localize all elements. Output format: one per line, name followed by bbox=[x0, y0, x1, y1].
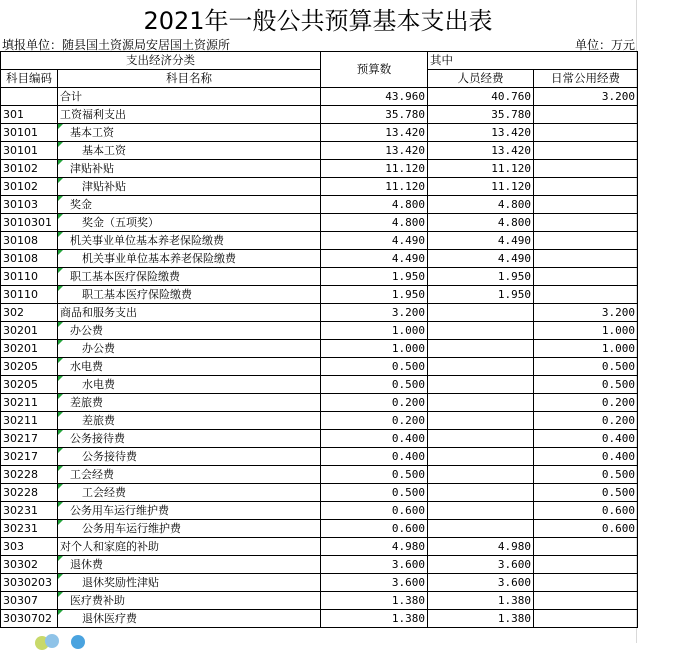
cell-budget[interactable]: 4.490 bbox=[321, 232, 428, 250]
cell-public[interactable] bbox=[534, 250, 638, 268]
table-row bbox=[1, 142, 638, 160]
cell-public[interactable] bbox=[534, 124, 638, 142]
cell-personnel[interactable]: 1.380 bbox=[428, 610, 534, 628]
table-row bbox=[1, 412, 638, 430]
cell-name[interactable]: 机关事业单位基本养老保险缴费 bbox=[58, 250, 321, 268]
cell-public[interactable] bbox=[534, 232, 638, 250]
table-row bbox=[1, 268, 638, 286]
cell-code[interactable]: 302 bbox=[1, 304, 58, 322]
table-row bbox=[1, 520, 638, 538]
table-row bbox=[1, 610, 638, 628]
cell-budget[interactable]: 3.200 bbox=[321, 304, 428, 322]
cell-personnel[interactable]: 4.800 bbox=[428, 196, 534, 214]
cell-name[interactable]: 工会经费 bbox=[58, 466, 321, 484]
cell-name[interactable]: 基本工资 bbox=[58, 124, 321, 142]
cell-code[interactable]: 30102 bbox=[1, 160, 58, 178]
cell-personnel[interactable] bbox=[428, 322, 534, 340]
cell-budget[interactable]: 43.960 bbox=[321, 88, 428, 106]
cell-public[interactable]: 0.200 bbox=[534, 412, 638, 430]
cell-budget[interactable]: 1.380 bbox=[321, 610, 428, 628]
header-of-which[interactable]: 其中 bbox=[428, 52, 638, 70]
header-row-2 bbox=[1, 70, 638, 88]
cell-budget[interactable]: 3.600 bbox=[321, 574, 428, 592]
cell-name[interactable]: 奖金 bbox=[58, 196, 321, 214]
cell-personnel[interactable] bbox=[428, 412, 534, 430]
cell-personnel[interactable] bbox=[428, 466, 534, 484]
cell-code[interactable]: 30102 bbox=[1, 178, 58, 196]
table-row bbox=[1, 376, 638, 394]
cell-code[interactable]: 30211 bbox=[1, 394, 58, 412]
table-row bbox=[1, 502, 638, 520]
header-personnel[interactable]: 人员经费 bbox=[428, 70, 534, 88]
cell-public[interactable] bbox=[534, 538, 638, 556]
cell-name[interactable]: 工会经费 bbox=[58, 484, 321, 502]
header-budget[interactable]: 预算数 bbox=[321, 52, 428, 88]
cell-personnel[interactable] bbox=[428, 304, 534, 322]
cell-name[interactable]: 基本工资 bbox=[58, 142, 321, 160]
cell-personnel[interactable]: 13.420 bbox=[428, 124, 534, 142]
cell-public[interactable]: 0.600 bbox=[534, 502, 638, 520]
cell-name[interactable]: 办公费 bbox=[58, 340, 321, 358]
cell-budget[interactable]: 13.420 bbox=[321, 142, 428, 160]
cell-personnel[interactable] bbox=[428, 340, 534, 358]
cell-budget[interactable]: 0.600 bbox=[321, 520, 428, 538]
cell-budget[interactable]: 35.780 bbox=[321, 106, 428, 124]
cell-name[interactable]: 退休奖励性津贴 bbox=[58, 574, 321, 592]
cell-name[interactable]: 奖金（五项奖） bbox=[58, 214, 321, 232]
cell-public[interactable] bbox=[534, 286, 638, 304]
header-econ-class[interactable]: 支出经济分类 bbox=[1, 52, 321, 70]
cell-personnel[interactable]: 4.490 bbox=[428, 250, 534, 268]
table-row bbox=[1, 88, 638, 106]
table-row bbox=[1, 196, 638, 214]
budget-table bbox=[0, 51, 638, 628]
cell-public[interactable] bbox=[534, 610, 638, 628]
cell-name[interactable]: 公务接待费 bbox=[58, 430, 321, 448]
cell-code[interactable]: 3010301 bbox=[1, 214, 58, 232]
cell-public[interactable] bbox=[534, 160, 638, 178]
table-row bbox=[1, 178, 638, 196]
reporting-unit: 填报单位：随县国土资源局安居国土资源所 bbox=[2, 38, 231, 52]
cell-code[interactable]: 30110 bbox=[1, 268, 58, 286]
cell-personnel[interactable] bbox=[428, 448, 534, 466]
cell-budget[interactable]: 0.400 bbox=[321, 430, 428, 448]
header-row-1 bbox=[1, 52, 638, 70]
header-name[interactable]: 科目名称 bbox=[58, 70, 321, 88]
cell-budget[interactable]: 4.800 bbox=[321, 214, 428, 232]
cell-personnel[interactable]: 35.780 bbox=[428, 106, 534, 124]
cell-name[interactable]: 职工基本医疗保险缴费 bbox=[58, 286, 321, 304]
cell-name[interactable]: 合计 bbox=[58, 88, 321, 106]
cell-code[interactable]: 30217 bbox=[1, 448, 58, 466]
table-row bbox=[1, 484, 638, 502]
cell-code[interactable]: 30231 bbox=[1, 520, 58, 538]
table-row bbox=[1, 358, 638, 376]
header-code[interactable]: 科目编码 bbox=[1, 70, 58, 88]
table-row bbox=[1, 430, 638, 448]
cell-code[interactable]: 30201 bbox=[1, 322, 58, 340]
taskbar-icons bbox=[35, 632, 95, 644]
cell-budget[interactable]: 0.600 bbox=[321, 502, 428, 520]
cell-public[interactable] bbox=[534, 214, 638, 232]
cell-budget[interactable]: 4.800 bbox=[321, 196, 428, 214]
table-row bbox=[1, 538, 638, 556]
cell-budget[interactable]: 1.950 bbox=[321, 286, 428, 304]
cell-personnel[interactable] bbox=[428, 358, 534, 376]
cell-public[interactable] bbox=[534, 592, 638, 610]
cell-code[interactable]: 30307 bbox=[1, 592, 58, 610]
cell-name[interactable]: 水电费 bbox=[58, 358, 321, 376]
cell-personnel[interactable]: 4.800 bbox=[428, 214, 534, 232]
cell-budget[interactable]: 0.200 bbox=[321, 412, 428, 430]
cell-personnel[interactable]: 3.600 bbox=[428, 574, 534, 592]
cell-personnel[interactable]: 11.120 bbox=[428, 178, 534, 196]
table-row bbox=[1, 106, 638, 124]
cell-public[interactable]: 0.200 bbox=[534, 394, 638, 412]
cell-budget[interactable]: 0.500 bbox=[321, 358, 428, 376]
table-row bbox=[1, 304, 638, 322]
cell-code[interactable]: 30205 bbox=[1, 376, 58, 394]
cell-public[interactable] bbox=[534, 178, 638, 196]
cell-code[interactable]: 30217 bbox=[1, 430, 58, 448]
cell-budget[interactable]: 11.120 bbox=[321, 160, 428, 178]
cell-public[interactable]: 1.000 bbox=[534, 340, 638, 358]
table-row bbox=[1, 322, 638, 340]
cell-budget[interactable]: 0.200 bbox=[321, 394, 428, 412]
cell-budget[interactable]: 0.500 bbox=[321, 376, 428, 394]
cell-budget[interactable]: 1.950 bbox=[321, 268, 428, 286]
table-row bbox=[1, 214, 638, 232]
cell-personnel[interactable]: 40.760 bbox=[428, 88, 534, 106]
cell-personnel[interactable] bbox=[428, 430, 534, 448]
cell-personnel[interactable]: 1.950 bbox=[428, 268, 534, 286]
cell-public[interactable] bbox=[534, 106, 638, 124]
cell-budget[interactable]: 4.490 bbox=[321, 250, 428, 268]
cell-personnel[interactable] bbox=[428, 376, 534, 394]
cell-name[interactable]: 职工基本医疗保险缴费 bbox=[58, 268, 321, 286]
cell-public[interactable]: 0.400 bbox=[534, 448, 638, 466]
table-row bbox=[1, 340, 638, 358]
cell-budget[interactable]: 0.500 bbox=[321, 466, 428, 484]
cell-budget[interactable]: 4.980 bbox=[321, 538, 428, 556]
cell-code[interactable]: 30211 bbox=[1, 412, 58, 430]
cell-name[interactable]: 公务用车运行维护费 bbox=[58, 520, 321, 538]
cell-budget[interactable]: 1.380 bbox=[321, 592, 428, 610]
cell-code[interactable] bbox=[1, 88, 58, 106]
cell-code[interactable]: 30101 bbox=[1, 124, 58, 142]
cell-budget[interactable]: 0.500 bbox=[321, 484, 428, 502]
cell-name[interactable]: 公务用车运行维护费 bbox=[58, 502, 321, 520]
cell-name[interactable]: 差旅费 bbox=[58, 412, 321, 430]
table-row bbox=[1, 124, 638, 142]
table-row bbox=[1, 232, 638, 250]
cell-code[interactable]: 301 bbox=[1, 106, 58, 124]
cell-budget[interactable]: 0.400 bbox=[321, 448, 428, 466]
cell-public[interactable]: 0.400 bbox=[534, 430, 638, 448]
cell-public[interactable]: 0.500 bbox=[534, 358, 638, 376]
cell-personnel[interactable]: 11.120 bbox=[428, 160, 534, 178]
cell-public[interactable] bbox=[534, 196, 638, 214]
cell-code[interactable]: 3030203 bbox=[1, 574, 58, 592]
cell-personnel[interactable]: 1.380 bbox=[428, 592, 534, 610]
cell-name[interactable]: 退休费 bbox=[58, 556, 321, 574]
table-row bbox=[1, 250, 638, 268]
cell-code[interactable]: 303 bbox=[1, 538, 58, 556]
cell-budget[interactable]: 3.600 bbox=[321, 556, 428, 574]
cell-personnel[interactable] bbox=[428, 394, 534, 412]
cell-name[interactable]: 差旅费 bbox=[58, 394, 321, 412]
page-title: 2021年一般公共预算基本支出表 bbox=[143, 7, 493, 35]
app-icon[interactable] bbox=[45, 634, 59, 648]
cell-public[interactable]: 1.000 bbox=[534, 322, 638, 340]
cell-personnel[interactable]: 3.600 bbox=[428, 556, 534, 574]
cell-public[interactable] bbox=[534, 556, 638, 574]
header-public[interactable]: 日常公用经费 bbox=[534, 70, 638, 88]
currency-unit: 单位：万元 bbox=[575, 38, 636, 52]
cell-public[interactable]: 0.600 bbox=[534, 520, 638, 538]
table-row bbox=[1, 466, 638, 484]
table-row bbox=[1, 160, 638, 178]
cell-public[interactable]: 0.500 bbox=[534, 466, 638, 484]
cell-public[interactable]: 0.500 bbox=[534, 376, 638, 394]
cell-code[interactable]: 3030702 bbox=[1, 610, 58, 628]
cell-name[interactable]: 退休医疗费 bbox=[58, 610, 321, 628]
cell-public[interactable]: 3.200 bbox=[534, 304, 638, 322]
cell-public[interactable]: 3.200 bbox=[534, 88, 638, 106]
cell-code[interactable]: 30302 bbox=[1, 556, 58, 574]
cell-name[interactable]: 办公费 bbox=[58, 322, 321, 340]
table-row bbox=[1, 592, 638, 610]
cell-public[interactable]: 0.500 bbox=[534, 484, 638, 502]
cell-name[interactable]: 工资福利支出 bbox=[58, 106, 321, 124]
cell-code[interactable]: 30231 bbox=[1, 502, 58, 520]
cell-code[interactable]: 30110 bbox=[1, 286, 58, 304]
cell-name[interactable]: 公务接待费 bbox=[58, 448, 321, 466]
table-row bbox=[1, 574, 638, 592]
cell-personnel[interactable] bbox=[428, 520, 534, 538]
cell-public[interactable] bbox=[534, 574, 638, 592]
cell-personnel[interactable] bbox=[428, 484, 534, 502]
table-row bbox=[1, 448, 638, 466]
cell-personnel[interactable] bbox=[428, 502, 534, 520]
cell-personnel[interactable]: 1.950 bbox=[428, 286, 534, 304]
table-row bbox=[1, 394, 638, 412]
cell-name[interactable]: 津贴补贴 bbox=[58, 160, 321, 178]
cell-budget[interactable]: 11.120 bbox=[321, 178, 428, 196]
cell-budget[interactable]: 13.420 bbox=[321, 124, 428, 142]
cell-code[interactable]: 30228 bbox=[1, 466, 58, 484]
table-row bbox=[1, 556, 638, 574]
cell-code[interactable]: 30101 bbox=[1, 142, 58, 160]
cell-public[interactable] bbox=[534, 142, 638, 160]
cell-name[interactable]: 津贴补贴 bbox=[58, 178, 321, 196]
cell-code[interactable]: 30205 bbox=[1, 358, 58, 376]
cell-personnel[interactable]: 13.420 bbox=[428, 142, 534, 160]
cell-name[interactable]: 商品和服务支出 bbox=[58, 304, 321, 322]
cell-personnel[interactable]: 4.490 bbox=[428, 232, 534, 250]
cell-code[interactable]: 30108 bbox=[1, 232, 58, 250]
cell-name[interactable]: 医疗费补助 bbox=[58, 592, 321, 610]
cell-code[interactable]: 30103 bbox=[1, 196, 58, 214]
cell-code[interactable]: 30228 bbox=[1, 484, 58, 502]
browser-icon[interactable] bbox=[71, 635, 85, 649]
cell-personnel[interactable]: 4.980 bbox=[428, 538, 534, 556]
cell-name[interactable]: 水电费 bbox=[58, 376, 321, 394]
cell-name[interactable]: 机关事业单位基本养老保险缴费 bbox=[58, 232, 321, 250]
cell-name[interactable]: 对个人和家庭的补助 bbox=[58, 538, 321, 556]
cell-public[interactable] bbox=[534, 268, 638, 286]
cell-budget[interactable]: 1.000 bbox=[321, 340, 428, 358]
table-row bbox=[1, 286, 638, 304]
cell-code[interactable]: 30201 bbox=[1, 340, 58, 358]
cell-code[interactable]: 30108 bbox=[1, 250, 58, 268]
cell-budget[interactable]: 1.000 bbox=[321, 322, 428, 340]
